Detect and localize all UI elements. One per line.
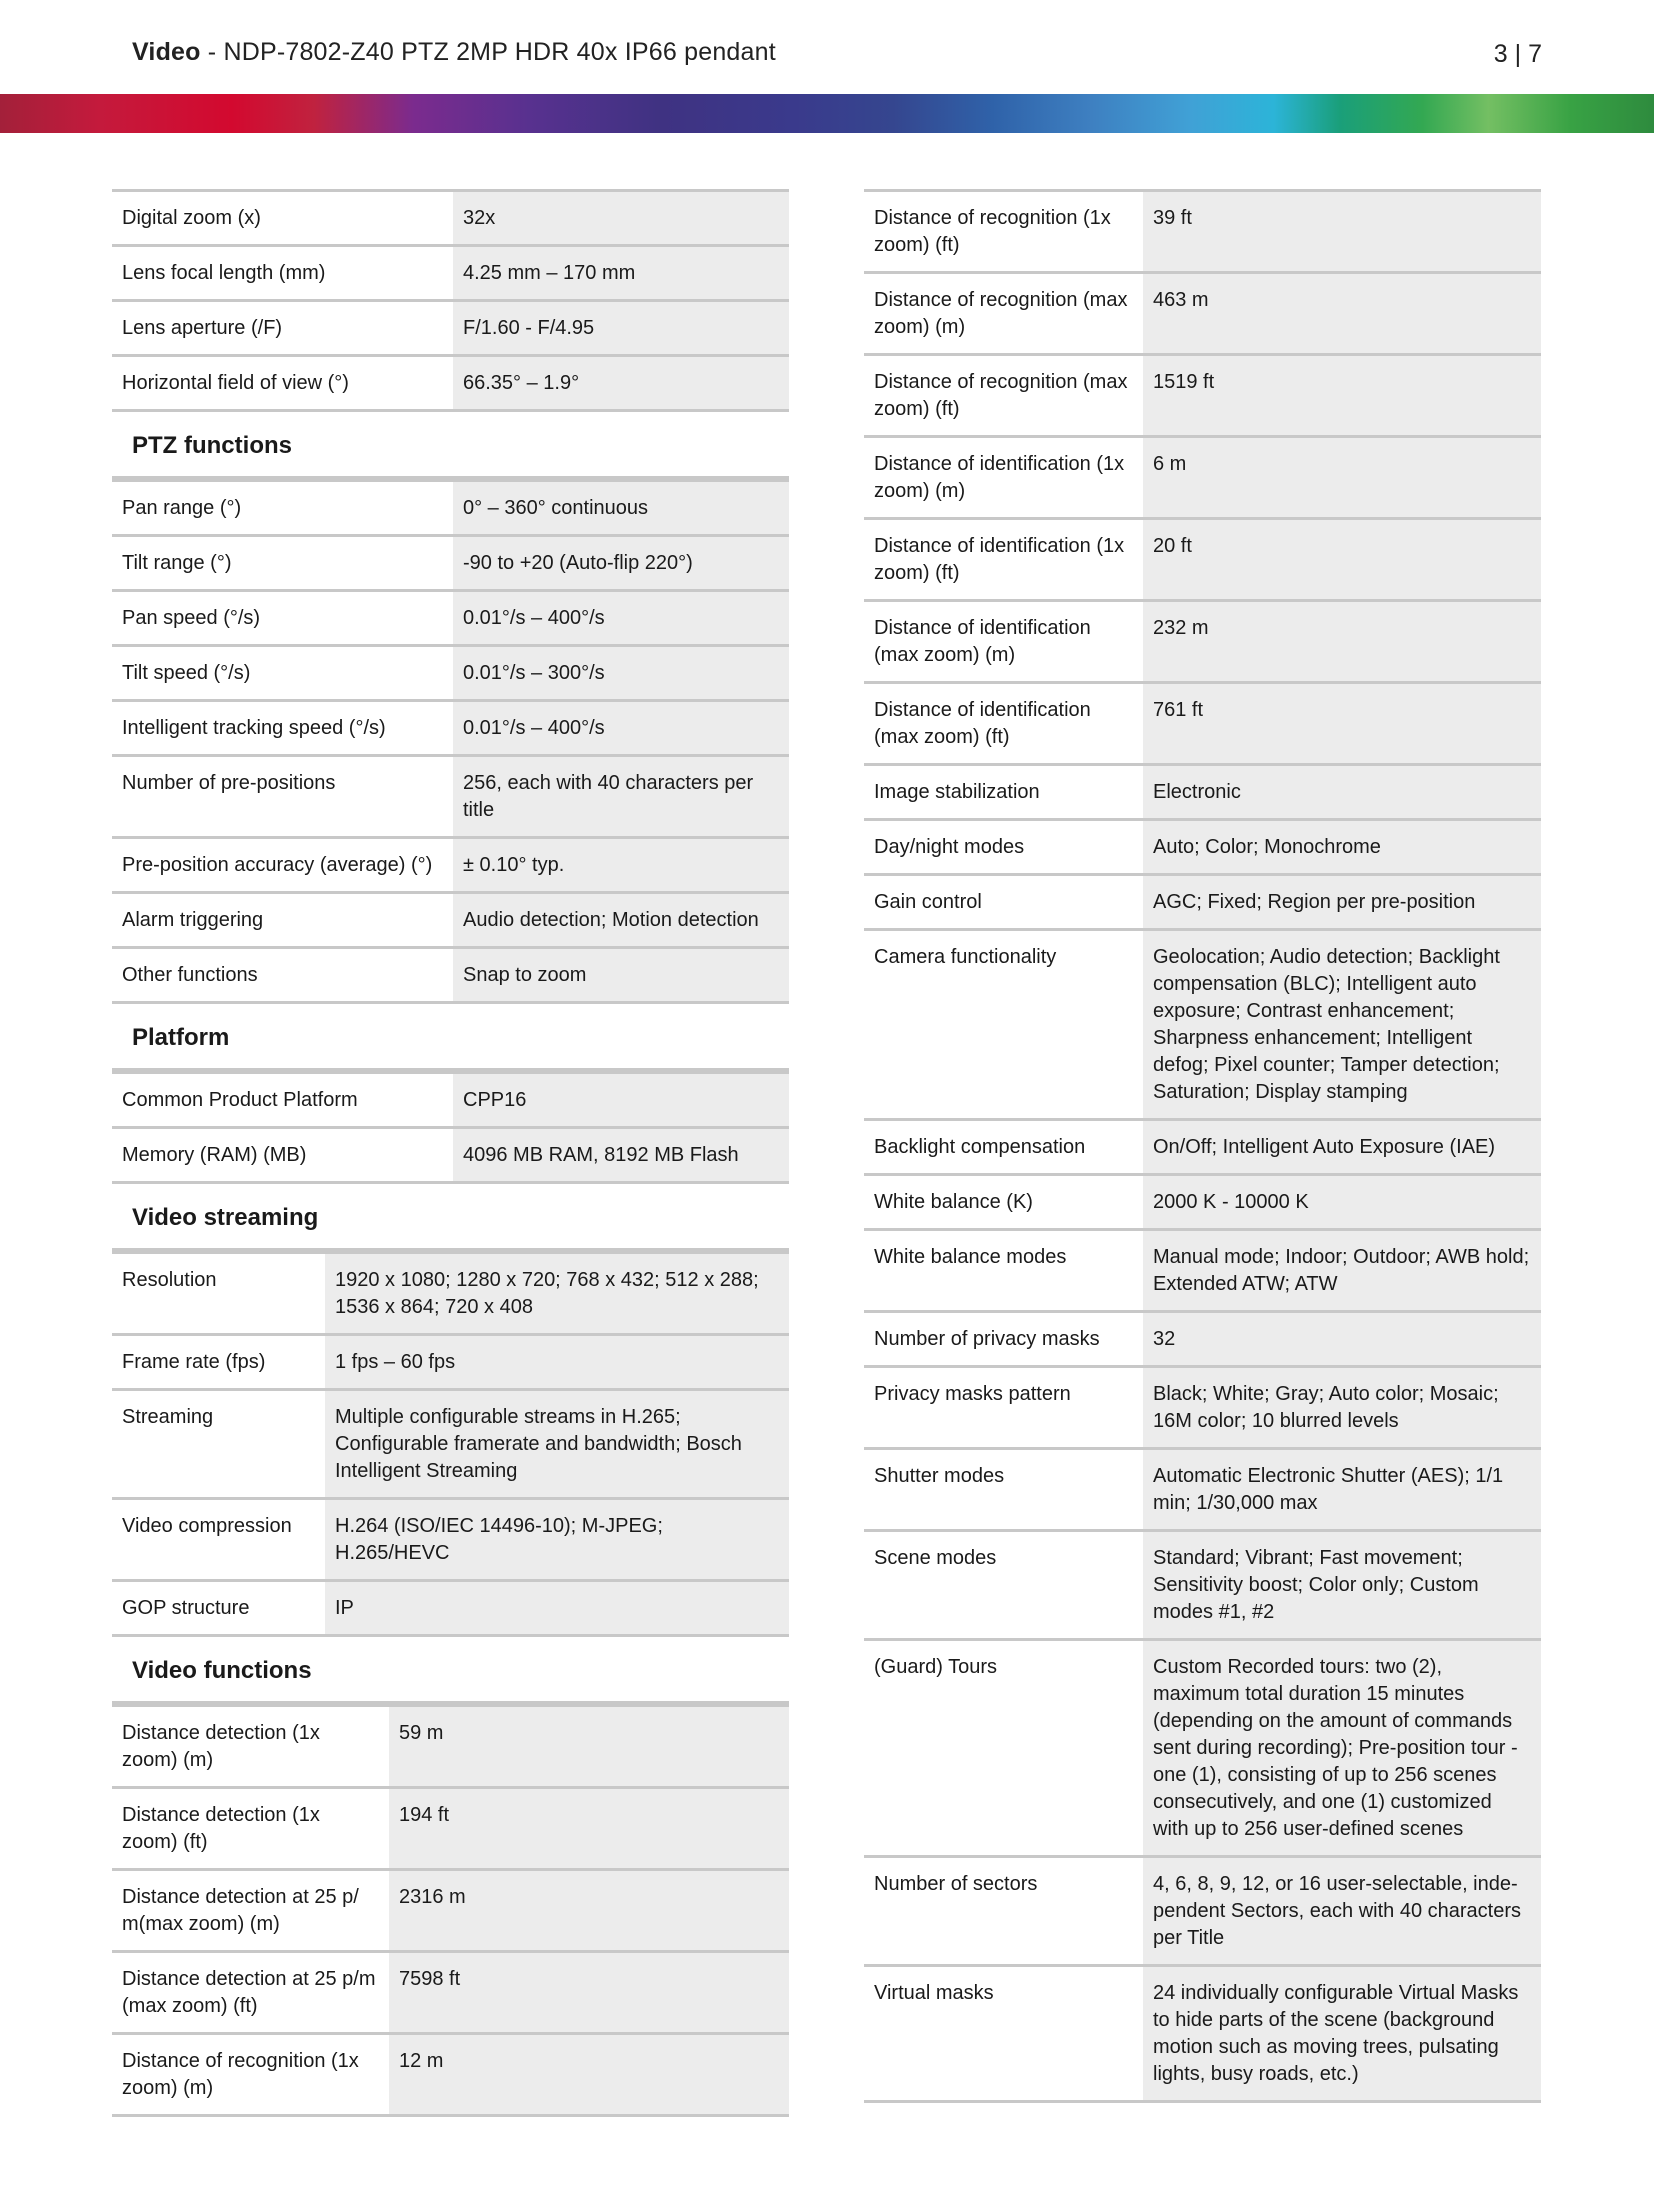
spec-label: Virtual masks <box>864 1967 1140 2100</box>
spec-value: 463 m <box>1140 274 1541 353</box>
spec-row <box>112 479 789 537</box>
spec-value: IP <box>322 1582 789 1634</box>
spec-label: Memory (RAM) (MB) <box>112 1129 450 1181</box>
spec-row <box>864 821 1541 876</box>
spec-value: 194 ft <box>386 1789 789 1868</box>
spec-value: 232 m <box>1140 602 1541 681</box>
spec-row <box>864 766 1541 821</box>
spec-value: Snap to zoom <box>450 949 789 1001</box>
brand-color-band <box>0 94 1654 133</box>
spec-label: White balance (K) <box>864 1176 1140 1228</box>
spec-row <box>112 1789 789 1871</box>
spec-row <box>864 1313 1541 1368</box>
spec-row <box>112 1582 789 1637</box>
spec-value: 0.01°/s – 300°/s <box>450 647 789 699</box>
spec-row <box>112 592 789 647</box>
spec-value: 0.01°/s – 400°/s <box>450 702 789 754</box>
spec-label: Horizontal field of view (°) <box>112 357 450 409</box>
spec-label: Scene modes <box>864 1532 1140 1638</box>
spec-row <box>864 1231 1541 1313</box>
spec-label: Tilt speed (°/s) <box>112 647 450 699</box>
spec-label: Distance of identification (max zoom) (ft) <box>864 684 1140 763</box>
spec-row <box>864 1121 1541 1176</box>
spec-value: 39 ft <box>1140 192 1541 271</box>
spec-row <box>864 520 1541 602</box>
lens-table <box>112 189 789 412</box>
spec-value: 1920 x 1080; 1280 x 720; 768 x 432; 512 x 288; 1536 x 864; 720 x 408 <box>322 1254 789 1333</box>
spec-label: Image stabilization <box>864 766 1140 818</box>
platform-table <box>112 1071 789 1184</box>
spec-row <box>112 2035 789 2117</box>
section-title-ptz-functions: PTZ functions <box>112 412 789 479</box>
spec-value: 66.35° – 1.9° <box>450 357 789 409</box>
spec-label: Distance detection (1x zoom) (ft) <box>112 1789 386 1868</box>
spec-label: Streaming <box>112 1391 322 1497</box>
spec-label: Resolution <box>112 1254 322 1333</box>
ptz-table <box>112 479 789 1004</box>
spec-value: 20 ft <box>1140 520 1541 599</box>
spec-value: 6 m <box>1140 438 1541 517</box>
spec-label: Video compression <box>112 1500 322 1579</box>
spec-label: Frame rate (fps) <box>112 1336 322 1388</box>
spec-label: Common Product Platform <box>112 1074 450 1126</box>
spec-row <box>112 1704 789 1789</box>
section-title-video-streaming: Video streaming <box>112 1184 789 1251</box>
spec-label: Intelligent tracking speed (°/s) <box>112 702 450 754</box>
document-title-product: - NDP-7802-Z40 PTZ 2MP HDR 40x IP66 pendant <box>200 38 776 66</box>
spec-row <box>112 1129 789 1184</box>
spec-row <box>112 1336 789 1391</box>
page-header <box>0 0 1654 94</box>
spec-label: Distance of recognition (1x zoom) (ft) <box>864 192 1140 271</box>
video-functions-table-continued <box>864 189 1541 2103</box>
spec-label: (Guard) Tours <box>864 1641 1140 1855</box>
spec-value: Black; White; Gray; Auto color; Mosaic; 16M color; 10 blurred levels <box>1140 1368 1541 1447</box>
spec-row <box>112 189 789 247</box>
spec-row <box>864 1641 1541 1858</box>
right-column <box>864 189 1541 2103</box>
spec-value: 59 m <box>386 1707 789 1786</box>
spec-row <box>112 757 789 839</box>
spec-label: GOP structure <box>112 1582 322 1634</box>
spec-label: Number of pre-positions <box>112 757 450 836</box>
spec-row <box>112 357 789 412</box>
spec-row <box>112 702 789 757</box>
spec-label: Distance of recognition (1x zoom) (m) <box>112 2035 386 2114</box>
spec-label: Lens focal length (mm) <box>112 247 450 299</box>
spec-label: Distance detection at 25 p/m (max zoom) (ft) <box>112 1953 386 2032</box>
spec-value: CPP16 <box>450 1074 789 1126</box>
spec-value: Automatic Electronic Shutter (AES); 1/1 min; 1/30,000 max <box>1140 1450 1541 1529</box>
spec-label: White balance modes <box>864 1231 1140 1310</box>
spec-label: Other functions <box>112 949 450 1001</box>
spec-value: 4, 6, 8, 9, 12, or 16 user-selectable, independent Sectors, each with 40 characters per Title <box>1140 1858 1541 1964</box>
spec-label: Number of privacy masks <box>864 1313 1140 1365</box>
spec-value: 0° – 360° continuous <box>450 482 789 534</box>
spec-row <box>864 189 1541 274</box>
spec-label: Camera functionality <box>864 931 1140 1118</box>
spec-row <box>864 356 1541 438</box>
spec-row <box>112 1953 789 2035</box>
left-column <box>112 189 789 2117</box>
spec-label: Pan speed (°/s) <box>112 592 450 644</box>
video-functions-table <box>112 1704 789 2117</box>
spec-label: Distance of identification (1x zoom) (ft) <box>864 520 1140 599</box>
spec-value: 256, each with 40 characters per title <box>450 757 789 836</box>
spec-value: Manual mode; Indoor; Outdoor; AWB hold; Extended ATW; ATW <box>1140 1231 1541 1310</box>
spec-row <box>864 438 1541 520</box>
spec-row <box>112 1251 789 1336</box>
spec-row <box>864 1368 1541 1450</box>
spec-row <box>864 931 1541 1121</box>
spec-label: Lens aperture (/F) <box>112 302 450 354</box>
spec-label: Distance of recognition (max zoom) (m) <box>864 274 1140 353</box>
document-title <box>132 38 776 67</box>
page-number: 3 | 7 <box>1493 40 1542 68</box>
spec-row <box>112 647 789 702</box>
spec-value: 24 individually configurable Virtual Masks to hide parts of the scene (background motion such as moving trees, pulsating lights, busy roads, etc.) <box>1140 1967 1541 2100</box>
spec-label: Distance detection at 25 p/ m(max zoom) (m) <box>112 1871 386 1950</box>
spec-row <box>864 602 1541 684</box>
spec-value: 7598 ft <box>386 1953 789 2032</box>
spec-label: Distance of identification (max zoom) (m) <box>864 602 1140 681</box>
spec-value: Standard; Vibrant; Fast movement; Sensitivity boost; Color only; Custom modes #1, #2 <box>1140 1532 1541 1638</box>
spec-row <box>112 1071 789 1129</box>
spec-value: Custom Recorded tours: two (2), maximum total duration 15 minutes (depending on the amount of commands sent during recording); Pre-position tour - one (1), consisting of up to 256 scenes consecutively, and one (1) customized with up to 256 user-defined scenes <box>1140 1641 1541 1855</box>
spec-row <box>112 949 789 1004</box>
spec-value: On/Off; Intelligent Auto Exposure (IAE) <box>1140 1121 1541 1173</box>
spec-label: Distance of recognition (max zoom) (ft) <box>864 356 1140 435</box>
spec-row <box>112 839 789 894</box>
spec-value: 4.25 mm – 170 mm <box>450 247 789 299</box>
spec-value: Geolocation; Audio detection; Backlight compensation (BLC); Intelligent auto exposure; Contrast enhancement; Sharpness enhancement; Intelligent defog; Pixel counter; Tamper detection; Saturation; Display stamping <box>1140 931 1541 1118</box>
spec-value: Auto; Color; Monochrome <box>1140 821 1541 873</box>
spec-value: 32x <box>450 192 789 244</box>
spec-value: 12 m <box>386 2035 789 2114</box>
spec-row <box>864 876 1541 931</box>
spec-row <box>112 1500 789 1582</box>
spec-label: Day/night modes <box>864 821 1140 873</box>
spec-label: Distance of identification (1x zoom) (m) <box>864 438 1140 517</box>
spec-value: Electronic <box>1140 766 1541 818</box>
spec-row <box>864 1532 1541 1641</box>
spec-value: 32 <box>1140 1313 1541 1365</box>
spec-value: 4096 MB RAM, 8192 MB Flash <box>450 1129 789 1181</box>
spec-label: Gain control <box>864 876 1140 928</box>
spec-value: 1519 ft <box>1140 356 1541 435</box>
spec-value: 0.01°/s – 400°/s <box>450 592 789 644</box>
spec-label: Privacy masks pattern <box>864 1368 1140 1447</box>
section-title-platform: Platform <box>112 1004 789 1071</box>
section-title-video-functions: Video functions <box>112 1637 789 1704</box>
spec-row <box>864 684 1541 766</box>
spec-row <box>864 1176 1541 1231</box>
spec-label: Pre-position accuracy (average) (°) <box>112 839 450 891</box>
spec-value: ± 0.10° typ. <box>450 839 789 891</box>
spec-row <box>112 894 789 949</box>
spec-row <box>112 537 789 592</box>
spec-label: Shutter modes <box>864 1450 1140 1529</box>
spec-row <box>112 1871 789 1953</box>
spec-value: F/1.60 - F/4.95 <box>450 302 789 354</box>
spec-row <box>112 1391 789 1500</box>
spec-value: 1 fps – 60 fps <box>322 1336 789 1388</box>
spec-label: Tilt range (°) <box>112 537 450 589</box>
spec-row <box>112 247 789 302</box>
spec-value: -90 to +20 (Auto-flip 220°) <box>450 537 789 589</box>
document-title-category: Video <box>132 38 201 66</box>
video-streaming-table <box>112 1251 789 1637</box>
spec-row <box>112 302 789 357</box>
spec-label: Backlight compensation <box>864 1121 1140 1173</box>
spec-value: 2000 K - 10000 K <box>1140 1176 1541 1228</box>
spec-label: Number of sectors <box>864 1858 1140 1964</box>
spec-label: Alarm triggering <box>112 894 450 946</box>
spec-row <box>864 1858 1541 1967</box>
spec-label: Distance detection (1x zoom) (m) <box>112 1707 386 1786</box>
spec-label: Digital zoom (x) <box>112 192 450 244</box>
spec-row <box>864 274 1541 356</box>
spec-value: H.264 (ISO/IEC 14496-10); M-JPEG; H.265/HEVC <box>322 1500 789 1579</box>
spec-row <box>864 1450 1541 1532</box>
spec-value: Audio detection; Motion detection <box>450 894 789 946</box>
spec-row <box>864 1967 1541 2103</box>
spec-value: 2316 m <box>386 1871 789 1950</box>
spec-value: 761 ft <box>1140 684 1541 763</box>
spec-value: AGC; Fixed; Region per pre-position <box>1140 876 1541 928</box>
spec-label: Pan range (°) <box>112 482 450 534</box>
spec-value: Multiple configurable streams in H.265; Configurable framerate and bandwidth; Bosch Intelligent Streaming <box>322 1391 789 1497</box>
